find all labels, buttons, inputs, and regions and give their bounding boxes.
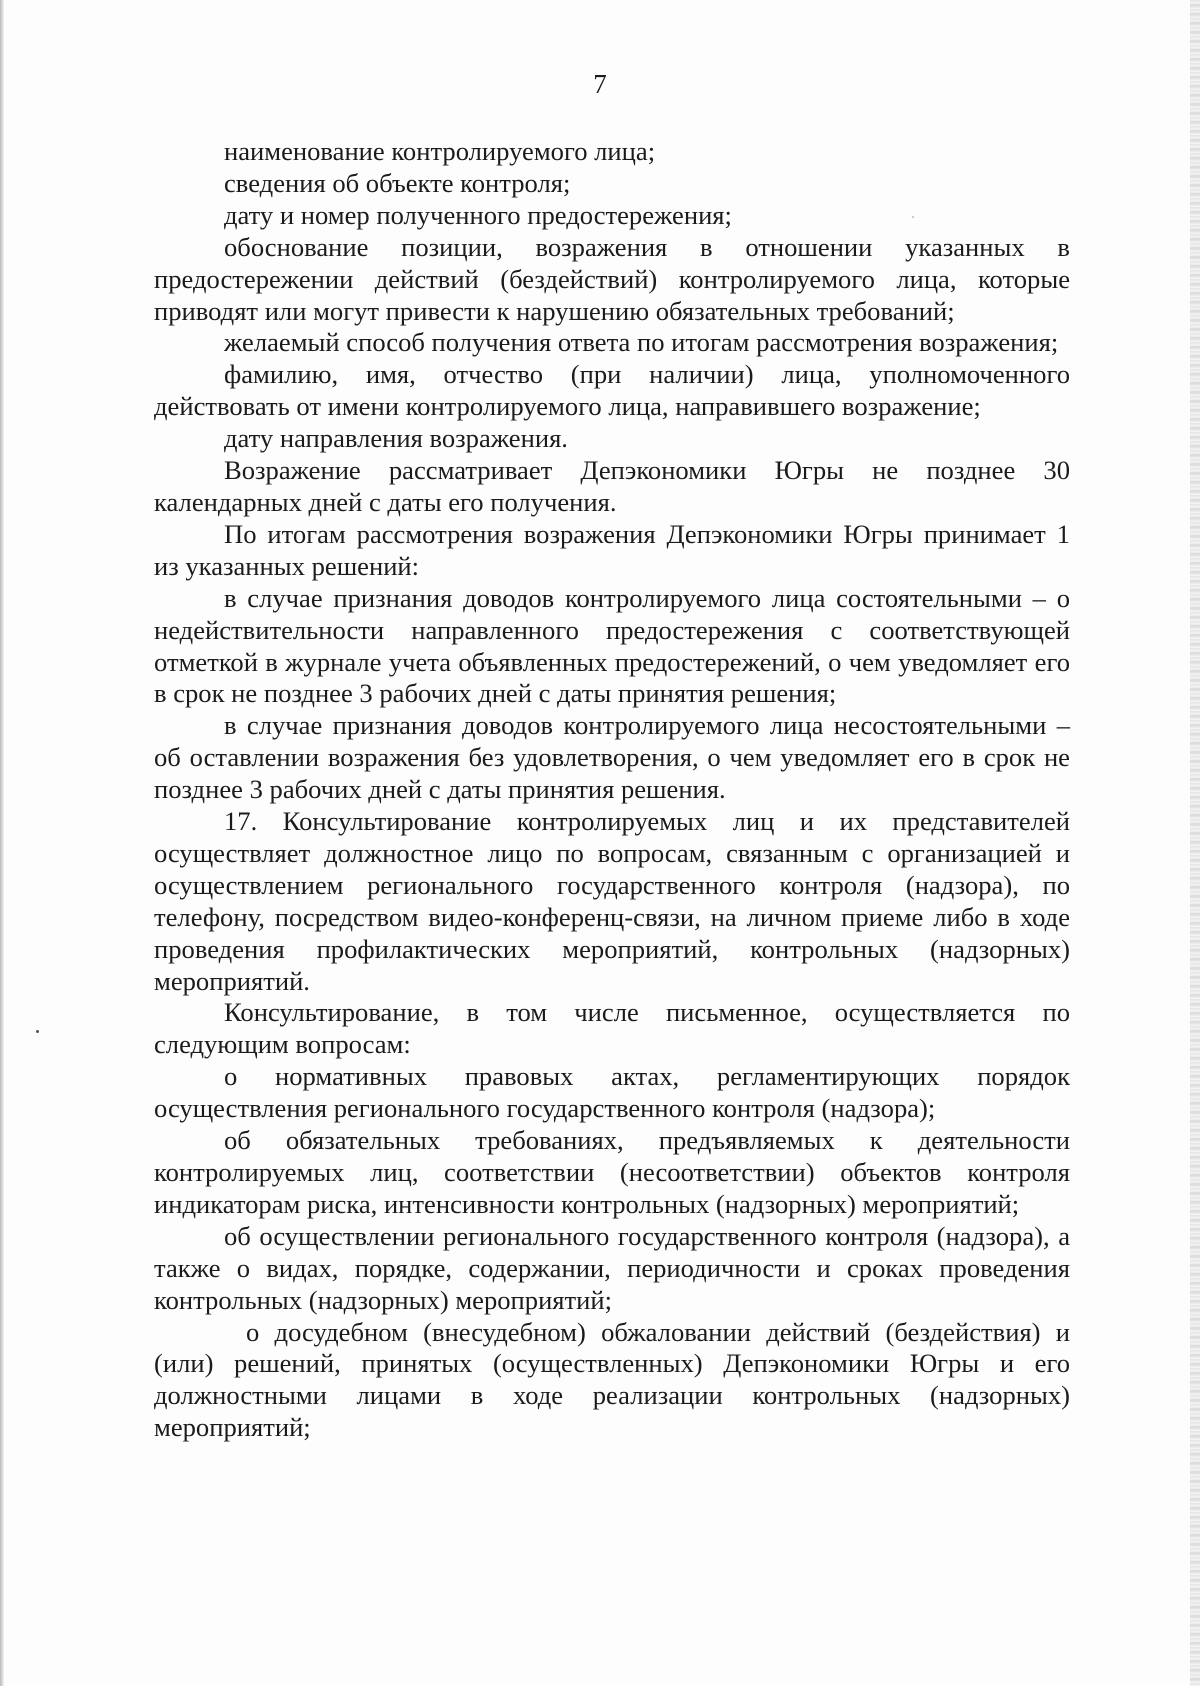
page-number: 7 <box>593 69 607 99</box>
scan-edge-right <box>1190 0 1200 1686</box>
scan-speck <box>912 216 914 218</box>
paragraph: об обязательных требованиях, предъявляемых к деятельности контролируемых лиц, соответствии (несоответствии) объектов контроля индикаторам риска, интенсивности контрольных (надзорных) мероприятий; <box>154 1125 1070 1219</box>
paragraph: о досудебном (внесудебном) обжаловании действий (бездействия) и (или) решений, принятых (осуществленных) Депэкономики Югры и его должностными лицами в ходе реализации контрольных (надзорных) мероприятий; <box>154 1316 1070 1443</box>
paragraph: фамилию, имя, отчество (при наличии) лица, уполномоченного действовать от имени контролируемого лица, направившего возражение; <box>154 359 1070 422</box>
paragraph: дату направления возражения. <box>224 423 568 454</box>
scan-speck <box>36 1030 39 1033</box>
paragraph: в случае признания доводов контролируемого лица несостоятельными – об оставлении возражения без удовлетворения, о чем уведомляет его в срок не позднее 3 рабочих дней с даты принятия решения. <box>154 710 1070 805</box>
paragraph: о нормативных правовых актах, регламентирующих порядок осуществления регионального государственного контроля (надзора); <box>154 1061 1070 1124</box>
paragraph: дату и номер полученного предостережения; <box>224 199 732 230</box>
document-body <box>154 136 1070 1444</box>
paragraph: сведения об объекте контроля; <box>224 167 571 198</box>
paragraph: желаемый способ получения ответа по итогам рассмотрения возражения; <box>224 327 1059 358</box>
paragraph: Консультирование, в том числе письменное, осуществляется по следующим вопросам: <box>154 997 1070 1060</box>
paragraph: 17. Консультирование контролируемых лиц и их представителей осуществляет должностное лицо по вопросам, связанным с организацией и осуществлением регионального государственного контроля (надзора), по телефону, посредством видео-конференц-связи, на личном приеме либо в ходе проведения профилактических мероприятий, контрольных (надзорных) мероприятий. <box>154 806 1070 996</box>
paragraph: Возражение рассматривает Депэкономики Югры не позднее 30 календарных дней с даты его получения. <box>154 455 1070 517</box>
paragraph: По итогам рассмотрения возражения Депэкономики Югры принимает 1 из указанных решений: <box>154 518 1070 581</box>
scan-edge-left <box>0 0 4 1686</box>
paragraph: об осуществлении регионального государственного контроля (надзора), а также о видах, порядке, содержании, периодичности и сроках проведения контрольных (надзорных) мероприятий; <box>154 1220 1070 1315</box>
paragraph: в случае признания доводов контролируемого лица состоятельными – о недействительности направленного предостережения с соответствующей отметкой в журнале учета объявленных предостережений, о чем уведомляет его в срок не позднее 3 рабочих дней с даты принятия решения; <box>154 582 1070 709</box>
paragraph: обоснование позиции, возражения в отношении указанных в предостережении действий (бездействий) контролируемого лица, которые приводят или могут привести к нарушению обязательных требований; <box>154 231 1070 326</box>
paragraph: наименование контролируемого лица; <box>224 136 656 166</box>
